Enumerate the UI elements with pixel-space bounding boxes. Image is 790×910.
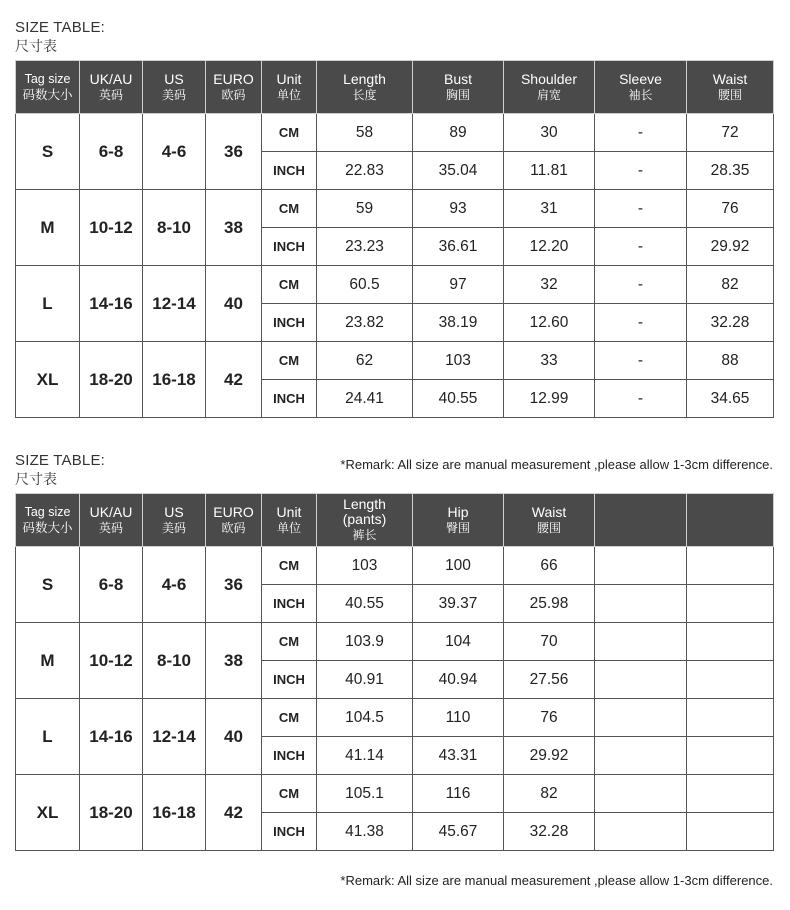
- measurement-cell: 89: [413, 114, 504, 152]
- unit-cell: CM: [262, 699, 317, 737]
- measurement-cell: 29.92: [504, 737, 595, 775]
- measurement-cell: 116: [413, 775, 504, 813]
- measurement-cell: 88: [687, 342, 774, 380]
- measurement-cell: [687, 813, 774, 851]
- size-uk-cell: 10-12: [80, 623, 143, 699]
- unit-cell: CM: [262, 190, 317, 228]
- column-header-zh: 欧码: [221, 520, 246, 535]
- measurement-cell: 29.92: [687, 228, 774, 266]
- measurement-cell: 103: [413, 342, 504, 380]
- measurement-cell: 70: [504, 623, 595, 661]
- size-uk-cell: 14-16: [80, 699, 143, 775]
- column-header-en: US: [164, 503, 184, 520]
- measurement-cell: [595, 547, 687, 585]
- measurement-cell: 43.31: [413, 737, 504, 775]
- measurement-cell: 23.23: [317, 228, 413, 266]
- column-header: [595, 61, 687, 114]
- column-header: [262, 494, 317, 547]
- unit-cell: INCH: [262, 228, 317, 266]
- column-header-en: Sleeve: [619, 70, 662, 87]
- measurement-cell: 58: [317, 114, 413, 152]
- measurement-cell: [595, 737, 687, 775]
- unit-cell: CM: [262, 775, 317, 813]
- measurement-cell: 66: [504, 547, 595, 585]
- table-title-zh: 尺寸表: [15, 38, 57, 54]
- column-header: [206, 494, 262, 547]
- size-size-cell: M: [16, 190, 80, 266]
- measurement-cell: -: [595, 114, 687, 152]
- table-row: [16, 266, 774, 304]
- measurement-cell: 12.60: [504, 304, 595, 342]
- measurement-cell: 103: [317, 547, 413, 585]
- measurement-cell: 59: [317, 190, 413, 228]
- column-header-en: Shoulder: [520, 70, 578, 87]
- measurement-cell: [687, 775, 774, 813]
- column-header-zh: 欧码: [221, 87, 246, 102]
- size-euro-cell: 40: [206, 266, 262, 342]
- column-header-zh: 码数大小: [22, 87, 73, 102]
- table-row: [16, 699, 774, 737]
- column-header: [262, 61, 317, 114]
- column-header-en: Tag size: [24, 504, 71, 519]
- column-header: [595, 494, 687, 547]
- measurement-cell: 41.14: [317, 737, 413, 775]
- bottom-size-table-block: [15, 451, 773, 888]
- unit-cell: CM: [262, 114, 317, 152]
- measurement-cell: 40.91: [317, 661, 413, 699]
- column-header: [80, 494, 143, 547]
- measurement-cell: [687, 699, 774, 737]
- measurement-cell: 32.28: [687, 304, 774, 342]
- table-body: [16, 547, 774, 851]
- unit-cell: INCH: [262, 661, 317, 699]
- measurement-cell: 103.9: [317, 623, 413, 661]
- size-uk-cell: 6-8: [80, 114, 143, 190]
- size-us-cell: 12-14: [143, 699, 206, 775]
- unit-cell: INCH: [262, 813, 317, 851]
- column-header: [317, 494, 413, 547]
- size-size-cell: L: [16, 699, 80, 775]
- column-header: [413, 61, 504, 114]
- table-row: [16, 342, 774, 380]
- table-header: [16, 61, 774, 114]
- measurement-cell: 82: [504, 775, 595, 813]
- measurement-cell: 97: [413, 266, 504, 304]
- measurement-cell: 31: [504, 190, 595, 228]
- size-size-cell: XL: [16, 342, 80, 418]
- size-uk-cell: 6-8: [80, 547, 143, 623]
- column-header: [16, 494, 80, 547]
- measurement-cell: -: [595, 190, 687, 228]
- column-header-zh: 英码: [98, 87, 123, 102]
- measurement-cell: [595, 585, 687, 623]
- measurement-cell: 32: [504, 266, 595, 304]
- measurement-cell: -: [595, 304, 687, 342]
- size-euro-cell: 38: [206, 623, 262, 699]
- unit-cell: INCH: [262, 152, 317, 190]
- unit-cell: CM: [262, 342, 317, 380]
- size-us-cell: 16-18: [143, 342, 206, 418]
- size-uk-cell: 18-20: [80, 342, 143, 418]
- size-euro-cell: 40: [206, 699, 262, 775]
- column-header-en: Waist: [712, 70, 748, 87]
- measurement-cell: [595, 661, 687, 699]
- measurement-cell: [595, 623, 687, 661]
- column-header: [143, 61, 206, 114]
- unit-cell: INCH: [262, 737, 317, 775]
- table-row: [16, 775, 774, 813]
- size-us-cell: 8-10: [143, 623, 206, 699]
- column-header-en: Length: [343, 70, 386, 87]
- measurement-cell: -: [595, 228, 687, 266]
- size-us-cell: 16-18: [143, 775, 206, 851]
- measurement-cell: [595, 775, 687, 813]
- size-size-cell: S: [16, 114, 80, 190]
- column-header-en: Unit: [276, 503, 302, 520]
- column-header-en: Tag size: [24, 71, 71, 86]
- column-header: [143, 494, 206, 547]
- measurement-cell: [595, 813, 687, 851]
- column-header-zh: 美码: [161, 520, 186, 535]
- table-body: [16, 114, 774, 418]
- top-size-table: [15, 60, 774, 418]
- measurement-cell: 72: [687, 114, 774, 152]
- measurement-cell: 23.82: [317, 304, 413, 342]
- column-header-en: UK/AU: [89, 70, 133, 87]
- unit-cell: CM: [262, 623, 317, 661]
- column-header: [687, 61, 774, 114]
- top-size-table-block: [15, 18, 773, 472]
- column-header: [206, 61, 262, 114]
- measurement-cell: [687, 623, 774, 661]
- size-size-cell: L: [16, 266, 80, 342]
- measurement-cell: 12.20: [504, 228, 595, 266]
- size-euro-cell: 42: [206, 342, 262, 418]
- measurement-cell: 41.38: [317, 813, 413, 851]
- measurement-cell: 76: [504, 699, 595, 737]
- column-header-zh: 腰围: [536, 520, 561, 535]
- column-header: [413, 494, 504, 547]
- measurement-cell: 27.56: [504, 661, 595, 699]
- table-title-en: SIZE TABLE:: [15, 452, 106, 469]
- column-header-zh: 单位: [276, 520, 301, 535]
- measurement-cell: 104.5: [317, 699, 413, 737]
- measurement-cell: [687, 547, 774, 585]
- size-uk-cell: 10-12: [80, 190, 143, 266]
- column-header-zh: 单位: [276, 87, 301, 102]
- column-header-en: Unit: [276, 70, 302, 87]
- column-header-zh: 袖长: [628, 87, 653, 102]
- measurement-cell: 38.19: [413, 304, 504, 342]
- column-header-en: EURO: [213, 503, 254, 520]
- column-header-en: US: [164, 70, 184, 87]
- column-header-en: EURO: [213, 70, 254, 87]
- unit-cell: CM: [262, 266, 317, 304]
- unit-cell: INCH: [262, 585, 317, 623]
- table-row: [16, 190, 774, 228]
- column-header-zh: 臀围: [445, 520, 470, 535]
- measurement-cell: [687, 585, 774, 623]
- measurement-cell: [687, 737, 774, 775]
- header-row: [16, 494, 774, 547]
- column-header-en: Hip: [447, 503, 469, 520]
- measurement-cell: 93: [413, 190, 504, 228]
- measurement-cell: 28.35: [687, 152, 774, 190]
- column-header-zh: 长度: [352, 87, 377, 102]
- column-header-zh: 码数大小: [22, 520, 73, 535]
- measurement-cell: 104: [413, 623, 504, 661]
- measurement-cell: 25.98: [504, 585, 595, 623]
- column-header: [687, 494, 774, 547]
- size-euro-cell: 38: [206, 190, 262, 266]
- column-header-zh: 裤长: [352, 528, 377, 542]
- table-row: [16, 547, 774, 585]
- measurement-cell: 22.83: [317, 152, 413, 190]
- measurement-cell: 24.41: [317, 380, 413, 418]
- measurement-cell: 35.04: [413, 152, 504, 190]
- measurement-cell: -: [595, 266, 687, 304]
- column-header-en: Waist: [531, 503, 567, 520]
- table-title-en: SIZE TABLE:: [15, 19, 106, 36]
- table-row: [16, 114, 774, 152]
- measurement-cell: 45.67: [413, 813, 504, 851]
- table-header: [16, 494, 774, 547]
- measurement-cell: 32.28: [504, 813, 595, 851]
- measurement-cell: -: [595, 152, 687, 190]
- measurement-cell: 33: [504, 342, 595, 380]
- unit-cell: INCH: [262, 380, 317, 418]
- measurement-cell: 30: [504, 114, 595, 152]
- size-size-cell: M: [16, 623, 80, 699]
- column-header-zh: 胸围: [445, 87, 470, 102]
- measurement-cell: 34.65: [687, 380, 774, 418]
- column-header-zh: 肩宽: [536, 87, 561, 102]
- column-header-en: Bust: [443, 70, 472, 87]
- column-header: [16, 61, 80, 114]
- table-row: [16, 623, 774, 661]
- size-us-cell: 12-14: [143, 266, 206, 342]
- size-uk-cell: 14-16: [80, 266, 143, 342]
- size-size-cell: S: [16, 547, 80, 623]
- measurement-cell: 40.94: [413, 661, 504, 699]
- column-header-zh: 英码: [98, 520, 123, 535]
- measurement-cell: [687, 661, 774, 699]
- measurement-cell: 100: [413, 547, 504, 585]
- size-euro-cell: 36: [206, 114, 262, 190]
- unit-cell: INCH: [262, 304, 317, 342]
- column-header-en: UK/AU: [89, 503, 133, 520]
- column-header: [317, 61, 413, 114]
- column-header-zh: 美码: [161, 87, 186, 102]
- measurement-cell: 39.37: [413, 585, 504, 623]
- column-header-en: Length (pants): [342, 496, 387, 527]
- column-header: [504, 494, 595, 547]
- measurement-cell: 110: [413, 699, 504, 737]
- size-uk-cell: 18-20: [80, 775, 143, 851]
- measurement-cell: 11.81: [504, 152, 595, 190]
- size-euro-cell: 36: [206, 547, 262, 623]
- measurement-cell: 105.1: [317, 775, 413, 813]
- size-us-cell: 4-6: [143, 114, 206, 190]
- column-header: [504, 61, 595, 114]
- measurement-cell: 40.55: [317, 585, 413, 623]
- measurement-cell: 40.55: [413, 380, 504, 418]
- measurement-cell: 12.99: [504, 380, 595, 418]
- measurement-cell: -: [595, 380, 687, 418]
- measurement-cell: -: [595, 342, 687, 380]
- unit-cell: CM: [262, 547, 317, 585]
- measurement-cell: 76: [687, 190, 774, 228]
- measurement-cell: 60.5: [317, 266, 413, 304]
- remark-note: *Remark: All size are manual measurement ,please allow 1-3cm difference.: [340, 457, 773, 472]
- remark-note: *Remark: All size are manual measurement ,please allow 1-3cm difference.: [340, 873, 773, 888]
- measurement-cell: 36.61: [413, 228, 504, 266]
- size-us-cell: 8-10: [143, 190, 206, 266]
- measurement-cell: 62: [317, 342, 413, 380]
- table-title-zh: 尺寸表: [15, 471, 57, 487]
- header-row: [16, 61, 774, 114]
- size-us-cell: 4-6: [143, 547, 206, 623]
- size-euro-cell: 42: [206, 775, 262, 851]
- bottom-size-table: [15, 493, 774, 851]
- column-header-zh: 腰围: [717, 87, 742, 102]
- size-size-cell: XL: [16, 775, 80, 851]
- column-header: [80, 61, 143, 114]
- measurement-cell: 82: [687, 266, 774, 304]
- measurement-cell: [595, 699, 687, 737]
